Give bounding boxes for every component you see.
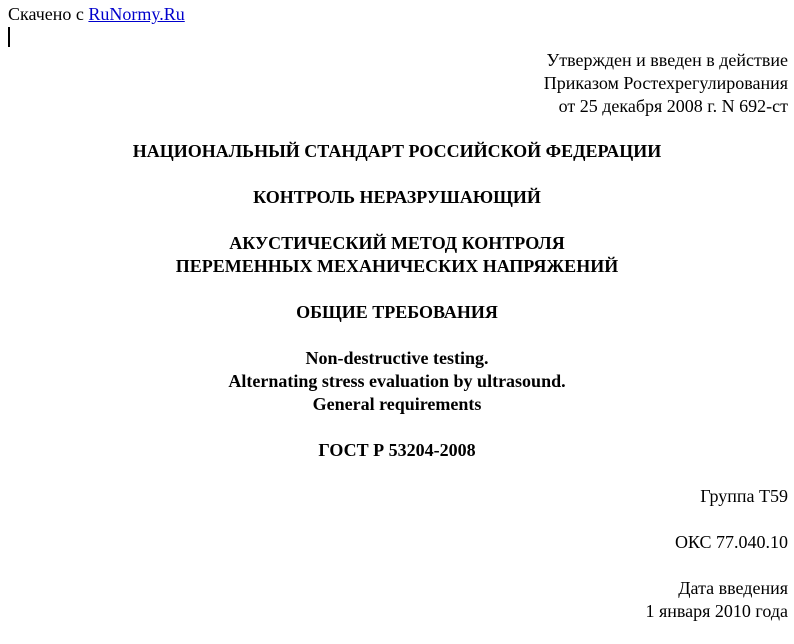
group-label: Группа Т59 bbox=[700, 486, 788, 506]
introduction-date-block bbox=[645, 577, 788, 623]
oks-label: ОКС 77.040.10 bbox=[674, 532, 788, 552]
approval-line-2: Приказом Ростехрегулирования bbox=[543, 73, 788, 93]
introduction-date-value: 1 января 2010 года bbox=[645, 601, 788, 621]
general-requirements-heading: ОБЩИЕ ТРЕБОВАНИЯ bbox=[296, 302, 498, 322]
english-title bbox=[0, 347, 794, 416]
runormy-link[interactable]: RuNormy.Ru bbox=[88, 4, 185, 24]
national-standard-heading: НАЦИОНАЛЬНЫЙ СТАНДАРТ РОССИЙСКОЙ ФЕДЕРАЦИИ bbox=[132, 141, 662, 161]
source-prefix: Скачено с bbox=[8, 4, 84, 24]
approval-line-1: Утвержден и введен в действие bbox=[546, 50, 788, 70]
method-heading-line-1: АКУСТИЧЕСКИЙ МЕТОД КОНТРОЛЯ bbox=[229, 233, 565, 253]
method-heading bbox=[0, 232, 794, 278]
method-heading-line-2: ПЕРЕМЕННЫХ МЕХАНИЧЕСКИХ НАПРЯЖЕНИЙ bbox=[175, 256, 619, 276]
source-line bbox=[8, 4, 185, 25]
text-caret bbox=[8, 27, 10, 47]
approval-block bbox=[544, 49, 788, 118]
introduction-date-label: Дата введения bbox=[678, 578, 788, 598]
english-title-line-2: Alternating stress evaluation by ultrasound. bbox=[228, 371, 566, 391]
english-title-line-1: Non-destructive testing. bbox=[305, 348, 489, 368]
approval-line-3: от 25 декабря 2008 г. N 692-ст bbox=[558, 96, 788, 116]
english-title-line-3: General requirements bbox=[312, 394, 482, 414]
gost-number: ГОСТ Р 53204-2008 bbox=[318, 440, 476, 460]
control-heading: КОНТРОЛЬ НЕРАЗРУШАЮЩИЙ bbox=[253, 187, 541, 207]
